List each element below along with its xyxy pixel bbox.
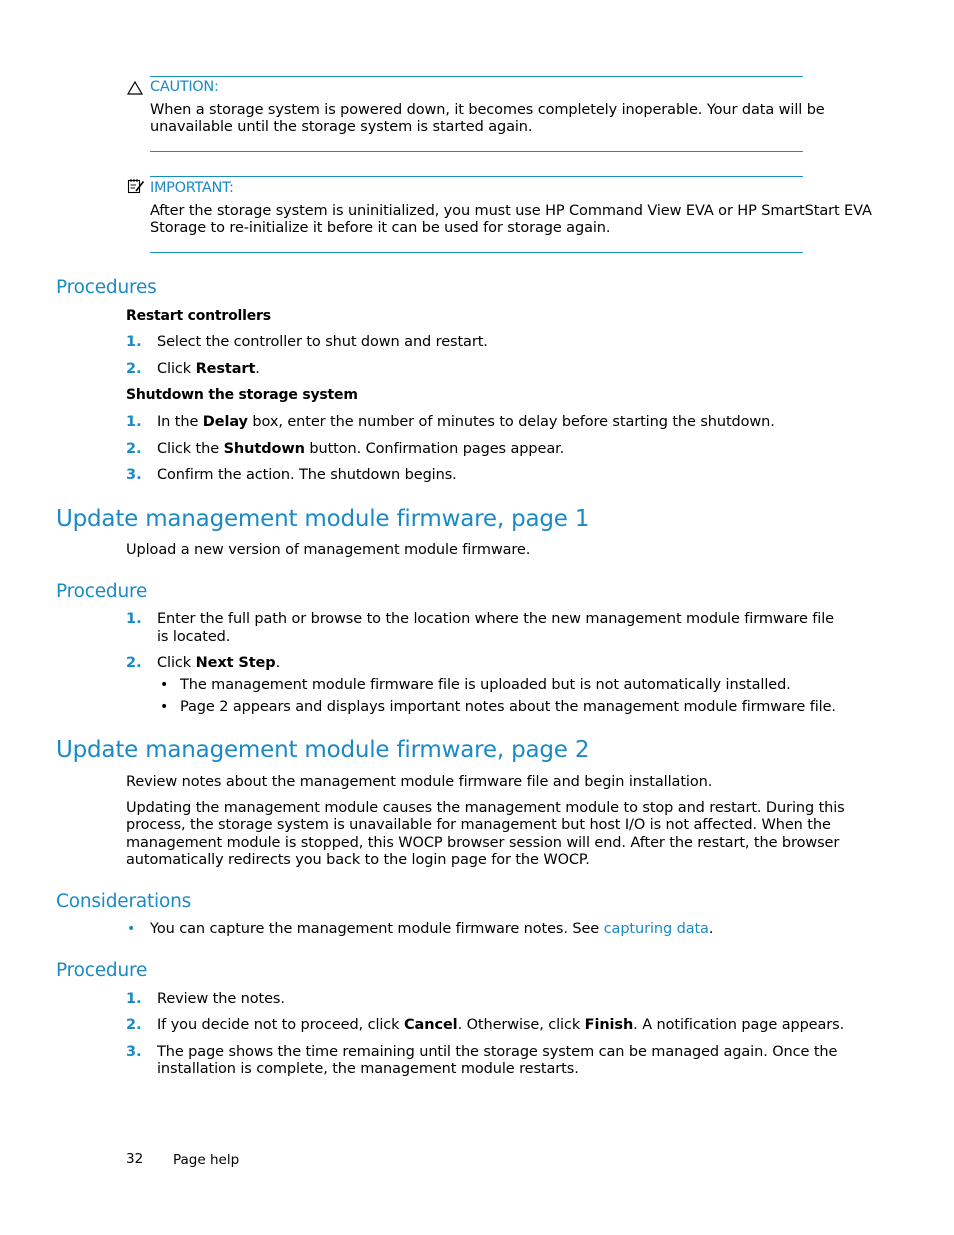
step-text-line1: Enter the full path or browse to the location where the new management module firmware file <box>157 611 834 627</box>
finish-button-reference: Finish <box>584 1017 634 1033</box>
considerations-heading: Considerations <box>56 891 192 912</box>
caution-text-line2: unavailable until the storage system is started again. <box>150 119 533 135</box>
page2-para-line3: management module is stopped, this WOCP browser session will end. After the restart, the browser <box>126 835 840 851</box>
step-text: Click Restart. <box>157 361 260 377</box>
shutdown-button-reference: Shutdown <box>223 441 305 457</box>
step-text: Select the controller to shut down and restart. <box>157 334 488 350</box>
step-text: Confirm the action. The shutdown begins. <box>157 467 457 483</box>
important-text-line2: Storage to re-initialize it before it can be used for storage again. <box>150 220 611 236</box>
important-text-line1: After the storage system is uninitialized, you must use HP Command View EVA or HP SmartStart EVA <box>150 203 872 219</box>
page1-heading: Update management module firmware, page 1 <box>56 506 590 532</box>
next-step-button-reference: Next Step <box>195 655 276 671</box>
important-top-rule <box>150 176 803 177</box>
step-text-line2: installation is complete, the management module restarts. <box>157 1061 579 1077</box>
bullet-dot: • <box>160 677 169 693</box>
shutdown-subheading: Shutdown the storage system <box>126 387 358 403</box>
step-number: 1. <box>126 334 142 350</box>
bullet-dot: • <box>160 699 169 715</box>
step-number: 3. <box>126 467 142 483</box>
caution-top-rule <box>150 76 803 77</box>
caution-label: CAUTION: <box>150 79 219 95</box>
footer-title: Page help <box>173 1152 240 1168</box>
list-item: The management module firmware file is uploaded but is not automatically installed. <box>180 677 791 693</box>
step-text-line1: The page shows the time remaining until the storage system can be managed again. Once the <box>157 1044 838 1060</box>
capturing-data-link[interactable]: capturing data <box>603 921 709 937</box>
page2-para-line1: Updating the management module causes the management module to stop and restart. During this <box>126 800 845 816</box>
page1-procedure-heading: Procedure <box>56 581 148 602</box>
important-bottom-rule <box>150 252 803 253</box>
step-text-line2: is located. <box>157 629 231 645</box>
page1-intro: Upload a new version of management module firmware. <box>126 542 531 558</box>
step-number: 2. <box>126 441 142 457</box>
delay-box-reference: Delay <box>202 414 248 430</box>
important-label: IMPORTANT: <box>150 180 234 196</box>
considerations-item: You can capture the management module firmware notes. See capturing data. <box>150 921 714 937</box>
step-text: Review the notes. <box>157 991 285 1007</box>
step-number: 2. <box>126 361 142 377</box>
step-number: 1. <box>126 611 142 627</box>
page-number: 32 <box>126 1151 144 1167</box>
page2-heading: Update management module firmware, page 2 <box>56 737 590 763</box>
step-number: 2. <box>126 1017 142 1033</box>
step-number: 1. <box>126 414 142 430</box>
step-number: 3. <box>126 1044 142 1060</box>
step-text: Click Next Step. <box>157 655 281 671</box>
procedures-heading: Procedures <box>56 277 157 298</box>
page2-intro: Review notes about the management module firmware file and begin installation. <box>126 774 713 790</box>
page2-para-line2: process, the storage system is unavailable for management but host I/O is not affected. When the <box>126 817 831 833</box>
warning-triangle-icon <box>127 81 143 95</box>
step-text: In the Delay box, enter the number of minutes to delay before starting the shutdown. <box>157 414 775 430</box>
page2-procedure-heading: Procedure <box>56 960 148 981</box>
cancel-button-reference: Cancel <box>404 1017 458 1033</box>
restart-controllers-subheading: Restart controllers <box>126 308 271 324</box>
notepad-pencil-icon <box>127 178 145 194</box>
step-text: If you decide not to proceed, click Cancel. Otherwise, click Finish. A notification page appears. <box>157 1017 845 1033</box>
list-item: Page 2 appears and displays important notes about the management module firmware file. <box>180 699 836 715</box>
caution-bottom-rule <box>150 151 803 152</box>
page2-para-line4: automatically redirects you back to the login page for the WOCP. <box>126 852 590 868</box>
bullet-dot: • <box>127 921 136 937</box>
caution-text-line1: When a storage system is powered down, it becomes completely inoperable. Your data will be <box>150 102 825 118</box>
step-number: 1. <box>126 991 142 1007</box>
restart-button-reference: Restart <box>195 361 256 377</box>
step-number: 2. <box>126 655 142 671</box>
step-text: Click the Shutdown button. Confirmation pages appear. <box>157 441 565 457</box>
